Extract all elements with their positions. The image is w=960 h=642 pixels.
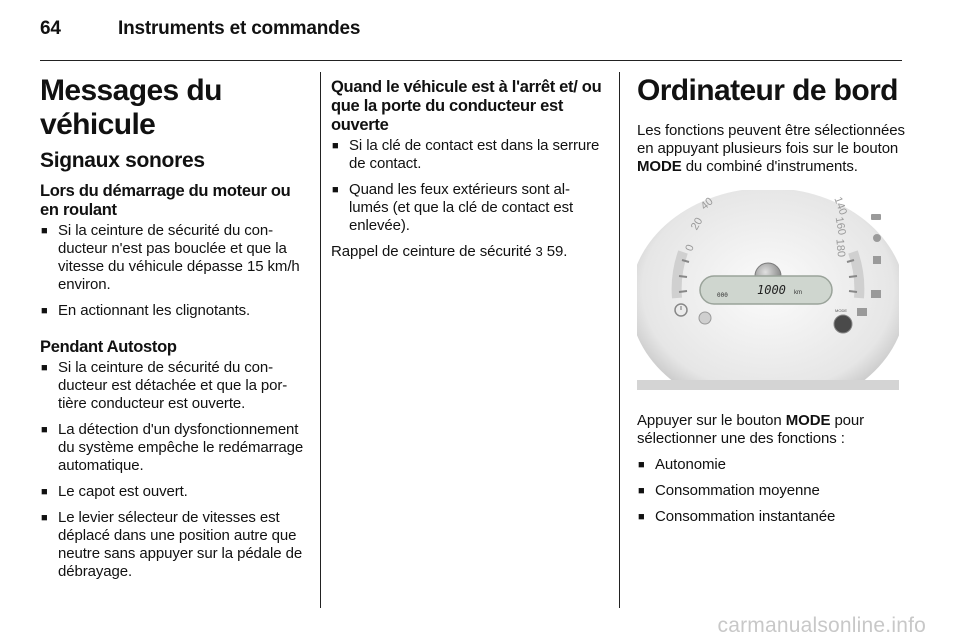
column-3 [637, 74, 905, 534]
reminder-page-link[interactable]: 59. [546, 243, 568, 260]
list-item: ■ Le capot est ouvert. [40, 483, 306, 501]
press-mode-paragraph [637, 412, 905, 448]
list-item: ■ Si la clé de contact est dans la serrure de contact. [331, 137, 603, 173]
press-text-end: pour sélectionner une des fonctions : [637, 412, 865, 447]
scale-label: 160 [832, 215, 848, 237]
block2-heading: Pendant Autostop [40, 338, 177, 356]
header-rule [40, 60, 902, 61]
mode-keyword: MODE [785, 412, 831, 429]
intro-text: Les fonctions peuvent être sélectionnées en appuyant plusieurs fois sur le bouton [637, 122, 905, 157]
section-heading: Ordinateur de bord [637, 74, 898, 107]
function-list [637, 456, 905, 526]
mode-keyword: MODE [637, 158, 682, 175]
list-item: ■ Le levier sélecteur de vitesses est déplacé dans une position autre que neutre sans appuyer sur la pédale de débrayage. [40, 509, 306, 581]
list-item: ■ En actionnant les clignotants. [40, 302, 306, 320]
display-odometer-value: 1000 [757, 283, 786, 297]
mode-button-icon [834, 315, 852, 333]
list-item: ■ Si la ceinture de sécurité du conducteur est détachée et que la portière conducteur est ouverte. [40, 359, 306, 413]
block1-list [40, 222, 306, 320]
list-item: ■ La détection d'un dysfonctionnement du système empêche le redémarrage automatique. [40, 421, 306, 475]
page-ref-arrow-icon: 3 [535, 244, 543, 259]
list-item: ■ Quand les feux extérieurs sont allumés (et que la clé de contact est enlevée). [331, 181, 603, 235]
display-unit: km [794, 290, 802, 296]
column-1 [40, 74, 306, 589]
column-2 [331, 74, 603, 261]
scale-label: 40 [698, 195, 716, 213]
seatbelt-reminder-reference [331, 243, 603, 261]
mode-button-label: MODE [835, 308, 847, 313]
press-text: Appuyer sur le bouton [637, 412, 782, 429]
scale-label: 180 [833, 238, 847, 258]
watermark: carmanualsonline.info [717, 614, 926, 637]
subsection-heading: Signaux sonores [40, 149, 205, 172]
reminder-text: Rappel de ceinture de sécurité [331, 243, 532, 260]
block1-heading: Lors du démarrage du moteur ou en roulant [40, 182, 291, 219]
column-divider-2 [619, 72, 620, 608]
column-divider-1 [320, 72, 321, 608]
scale-label: 0 [683, 243, 697, 253]
list-item: ■ Si la ceinture de sécurité du conducteur n'est pas bouclée et que la vitesse du véhicule dépasse 15 km/h environ. [40, 222, 306, 294]
display-trip-value: 000 [717, 292, 728, 299]
list-item: ■ Autonomie [637, 456, 905, 474]
stationary-heading: Quand le véhicule est à l'arrêt et/ ou que la porte du conducteur est ouverte [331, 78, 602, 134]
section-heading: Messages du véhicule [40, 74, 222, 141]
list-item: ■ Consommation instantanée [637, 508, 905, 526]
stationary-list [331, 137, 603, 235]
instrument-cluster-illustration [637, 190, 899, 390]
scale-label: 140 [831, 195, 849, 217]
page-number: 64 [40, 18, 61, 39]
section-title: Instruments et commandes [118, 18, 361, 39]
intro-paragraph [637, 122, 905, 176]
intro-text-end: du combiné d'instruments. [685, 158, 858, 175]
page-header [40, 18, 360, 40]
block2-list [40, 359, 306, 581]
list-item: ■ Consommation moyenne [637, 482, 905, 500]
scale-label: 20 [688, 215, 706, 233]
